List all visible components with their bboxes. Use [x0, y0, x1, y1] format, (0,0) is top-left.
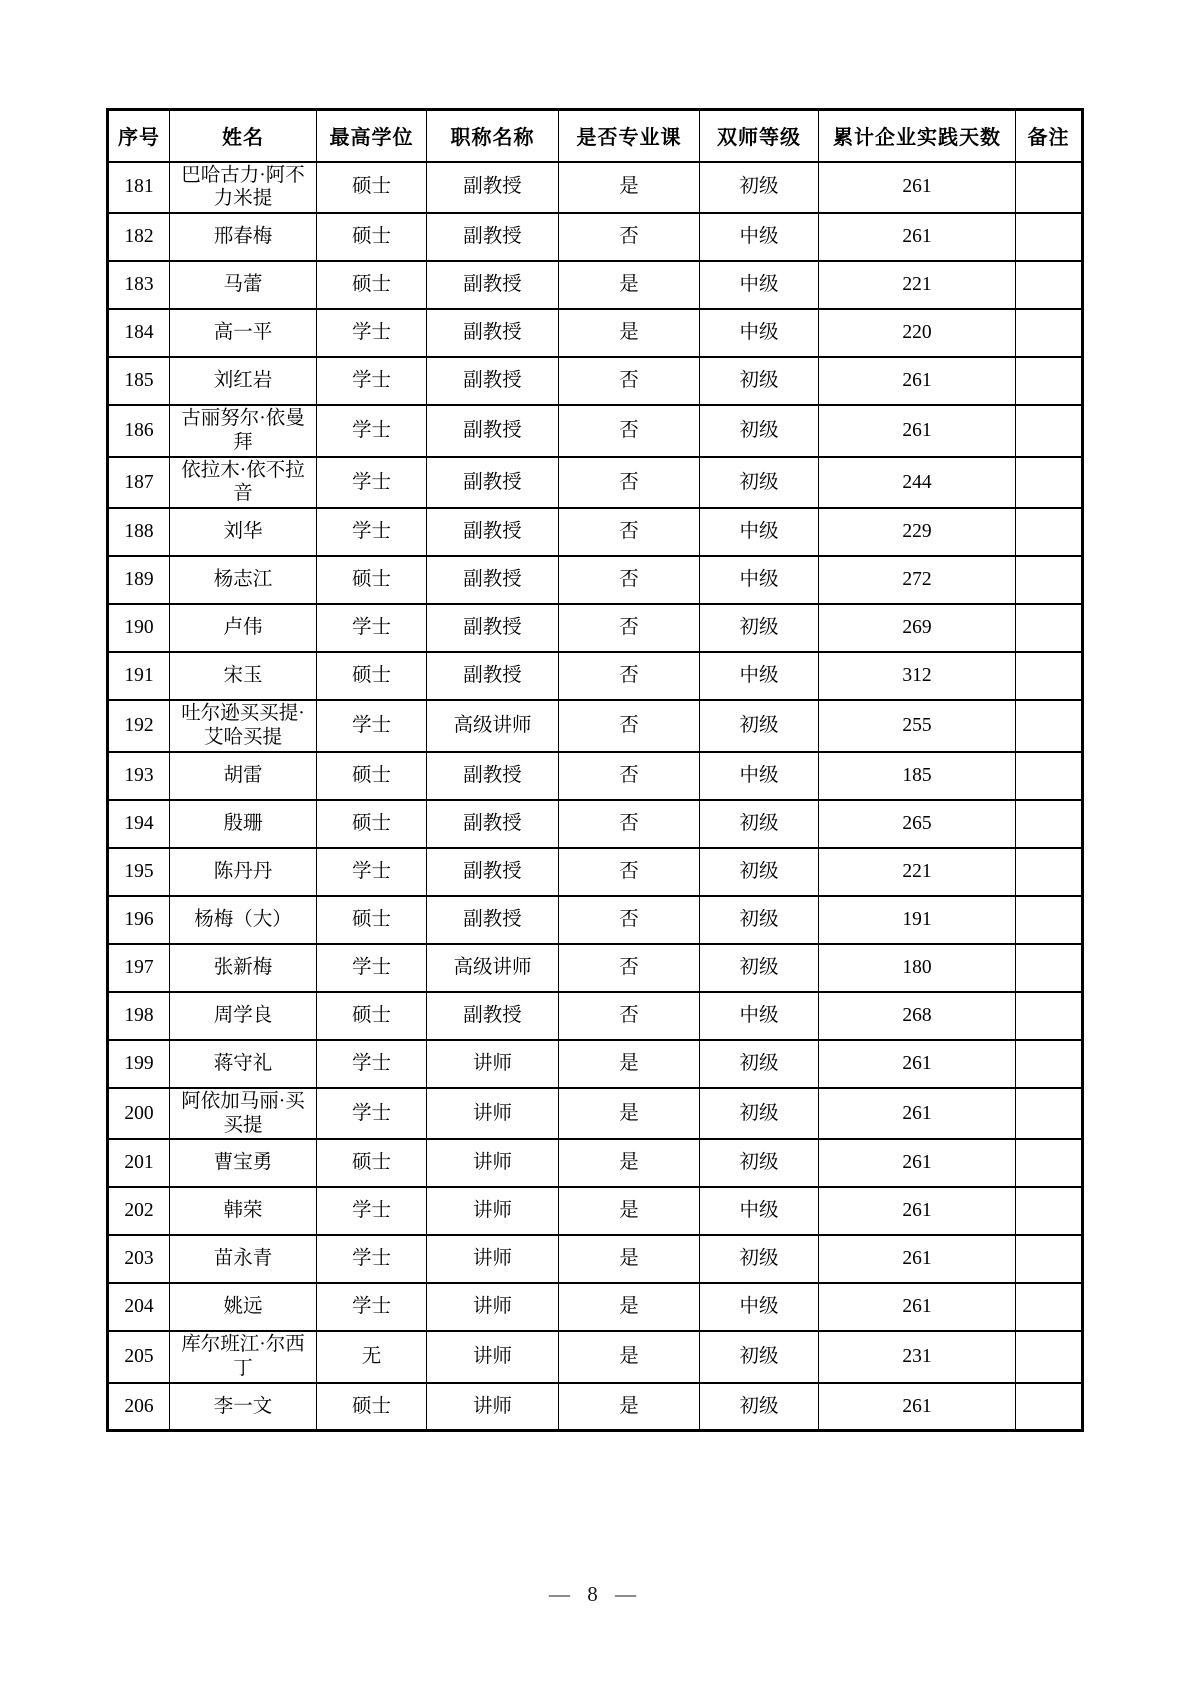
- cell-degree: 无: [317, 1331, 427, 1383]
- cell-is-major-course: 是: [559, 1235, 700, 1283]
- cell-dual-teacher-level: 初级: [700, 405, 819, 457]
- cell-title: 副教授: [427, 213, 559, 261]
- cell-practice-days: 268: [819, 992, 1016, 1040]
- cell-name: 胡雷: [170, 752, 317, 800]
- cell-dual-teacher-level: 中级: [700, 992, 819, 1040]
- cell-index: 193: [108, 752, 170, 800]
- cell-index: 196: [108, 896, 170, 944]
- cell-title: 副教授: [427, 162, 559, 214]
- cell-practice-days: 221: [819, 848, 1016, 896]
- cell-title: 讲师: [427, 1283, 559, 1331]
- cell-remarks: [1016, 1187, 1083, 1235]
- cell-practice-days: 261: [819, 1383, 1016, 1431]
- cell-dual-teacher-level: 初级: [700, 896, 819, 944]
- cell-practice-days: 269: [819, 604, 1016, 652]
- cell-degree: 硕士: [317, 556, 427, 604]
- cell-index: 190: [108, 604, 170, 652]
- cell-dual-teacher-level: 中级: [700, 1187, 819, 1235]
- cell-practice-days: 255: [819, 700, 1016, 752]
- cell-title: 讲师: [427, 1187, 559, 1235]
- cell-name: 杨志江: [170, 556, 317, 604]
- table-row: [108, 848, 1083, 896]
- cell-remarks: [1016, 162, 1083, 214]
- cell-practice-days: 244: [819, 457, 1016, 509]
- cell-title: 讲师: [427, 1331, 559, 1383]
- cell-degree: 硕士: [317, 261, 427, 309]
- cell-practice-days: 261: [819, 357, 1016, 405]
- cell-is-major-course: 否: [559, 752, 700, 800]
- cell-remarks: [1016, 1139, 1083, 1187]
- cell-degree: 学士: [317, 405, 427, 457]
- table-row: [108, 457, 1083, 509]
- cell-title: 讲师: [427, 1139, 559, 1187]
- cell-degree: 学士: [317, 700, 427, 752]
- cell-index: 199: [108, 1040, 170, 1088]
- cell-remarks: [1016, 700, 1083, 752]
- cell-name: 库尔班江·尔西丁: [170, 1331, 317, 1383]
- cell-name: 殷珊: [170, 800, 317, 848]
- table-row: [108, 405, 1083, 457]
- cell-title: 副教授: [427, 848, 559, 896]
- cell-practice-days: 261: [819, 1235, 1016, 1283]
- cell-is-major-course: 是: [559, 162, 700, 214]
- cell-degree: 硕士: [317, 752, 427, 800]
- cell-index: 204: [108, 1283, 170, 1331]
- cell-name: 吐尔逊买买提·艾哈买提: [170, 700, 317, 752]
- cell-is-major-course: 是: [559, 309, 700, 357]
- cell-remarks: [1016, 992, 1083, 1040]
- column-header-practice-days: 累计企业实践天数: [819, 110, 1016, 162]
- page-number: — 8 —: [549, 1582, 642, 1606]
- cell-degree: 硕士: [317, 652, 427, 700]
- cell-degree: 学士: [317, 457, 427, 509]
- cell-degree: 学士: [317, 1040, 427, 1088]
- cell-practice-days: 261: [819, 1088, 1016, 1140]
- cell-degree: 学士: [317, 944, 427, 992]
- cell-practice-days: 221: [819, 261, 1016, 309]
- cell-practice-days: 265: [819, 800, 1016, 848]
- cell-index: 184: [108, 309, 170, 357]
- table-row: [108, 508, 1083, 556]
- cell-title: 讲师: [427, 1088, 559, 1140]
- cell-index: 205: [108, 1331, 170, 1383]
- cell-title: 讲师: [427, 1235, 559, 1283]
- cell-name: 韩荣: [170, 1187, 317, 1235]
- teacher-practice-table: [106, 108, 1084, 1432]
- cell-practice-days: 261: [819, 213, 1016, 261]
- cell-degree: 硕士: [317, 1139, 427, 1187]
- cell-degree: 学士: [317, 1088, 427, 1140]
- cell-practice-days: 272: [819, 556, 1016, 604]
- table-row: [108, 1235, 1083, 1283]
- cell-title: 副教授: [427, 992, 559, 1040]
- cell-dual-teacher-level: 中级: [700, 261, 819, 309]
- cell-index: 200: [108, 1088, 170, 1140]
- cell-dual-teacher-level: 中级: [700, 752, 819, 800]
- table-body: [108, 162, 1083, 1431]
- cell-degree: 硕士: [317, 800, 427, 848]
- cell-index: 188: [108, 508, 170, 556]
- cell-dual-teacher-level: 初级: [700, 1235, 819, 1283]
- cell-remarks: [1016, 896, 1083, 944]
- cell-name: 刘华: [170, 508, 317, 556]
- table-row: [108, 357, 1083, 405]
- cell-name: 蒋守礼: [170, 1040, 317, 1088]
- cell-dual-teacher-level: 初级: [700, 457, 819, 509]
- cell-is-major-course: 是: [559, 1040, 700, 1088]
- cell-index: 189: [108, 556, 170, 604]
- cell-practice-days: 220: [819, 309, 1016, 357]
- cell-dual-teacher-level: 初级: [700, 1383, 819, 1431]
- cell-name: 周学良: [170, 992, 317, 1040]
- cell-name: 巴哈古力·阿不力米提: [170, 162, 317, 214]
- column-header-title: 职称名称: [427, 110, 559, 162]
- cell-name: 姚远: [170, 1283, 317, 1331]
- cell-is-major-course: 否: [559, 652, 700, 700]
- cell-remarks: [1016, 508, 1083, 556]
- cell-title: 副教授: [427, 896, 559, 944]
- cell-is-major-course: 否: [559, 800, 700, 848]
- cell-degree: 学士: [317, 1187, 427, 1235]
- cell-index: 194: [108, 800, 170, 848]
- cell-is-major-course: 是: [559, 1383, 700, 1431]
- cell-title: 副教授: [427, 508, 559, 556]
- table-row: [108, 800, 1083, 848]
- cell-remarks: [1016, 213, 1083, 261]
- table-row: [108, 162, 1083, 214]
- cell-remarks: [1016, 604, 1083, 652]
- cell-degree: 学士: [317, 1235, 427, 1283]
- table-row: [108, 1383, 1083, 1431]
- cell-title: 副教授: [427, 752, 559, 800]
- cell-remarks: [1016, 357, 1083, 405]
- cell-title: 讲师: [427, 1040, 559, 1088]
- cell-name: 高一平: [170, 309, 317, 357]
- cell-name: 依拉木·依不拉音: [170, 457, 317, 509]
- cell-remarks: [1016, 556, 1083, 604]
- cell-name: 宋玉: [170, 652, 317, 700]
- cell-practice-days: 261: [819, 1040, 1016, 1088]
- cell-dual-teacher-level: 初级: [700, 357, 819, 405]
- cell-index: 181: [108, 162, 170, 214]
- cell-practice-days: 261: [819, 162, 1016, 214]
- cell-index: 191: [108, 652, 170, 700]
- table-row: [108, 1283, 1083, 1331]
- cell-remarks: [1016, 1235, 1083, 1283]
- column-header-index: 序号: [108, 110, 170, 162]
- cell-practice-days: 185: [819, 752, 1016, 800]
- table-row: [108, 1088, 1083, 1140]
- cell-name: 古丽努尔·依曼拜: [170, 405, 317, 457]
- cell-index: 195: [108, 848, 170, 896]
- cell-dual-teacher-level: 初级: [700, 162, 819, 214]
- cell-degree: 硕士: [317, 213, 427, 261]
- table-header-row: [108, 110, 1083, 162]
- cell-index: 182: [108, 213, 170, 261]
- cell-practice-days: 191: [819, 896, 1016, 944]
- cell-is-major-course: 否: [559, 508, 700, 556]
- cell-is-major-course: 否: [559, 848, 700, 896]
- cell-degree: 学士: [317, 508, 427, 556]
- cell-practice-days: 261: [819, 1187, 1016, 1235]
- table-row: [108, 896, 1083, 944]
- cell-practice-days: 261: [819, 1139, 1016, 1187]
- cell-degree: 学士: [317, 604, 427, 652]
- cell-remarks: [1016, 457, 1083, 509]
- cell-is-major-course: 否: [559, 405, 700, 457]
- cell-title: 副教授: [427, 457, 559, 509]
- cell-remarks: [1016, 261, 1083, 309]
- cell-title: 高级讲师: [427, 944, 559, 992]
- cell-is-major-course: 否: [559, 213, 700, 261]
- cell-remarks: [1016, 1088, 1083, 1140]
- cell-dual-teacher-level: 中级: [700, 508, 819, 556]
- cell-name: 马蕾: [170, 261, 317, 309]
- cell-index: 185: [108, 357, 170, 405]
- table-row: [108, 752, 1083, 800]
- cell-title: 副教授: [427, 556, 559, 604]
- cell-dual-teacher-level: 初级: [700, 1331, 819, 1383]
- table-row: [108, 992, 1083, 1040]
- cell-remarks: [1016, 752, 1083, 800]
- table-row: [108, 213, 1083, 261]
- cell-is-major-course: 是: [559, 261, 700, 309]
- column-header-degree: 最高学位: [317, 110, 427, 162]
- cell-is-major-course: 否: [559, 457, 700, 509]
- cell-degree: 学士: [317, 1283, 427, 1331]
- cell-title: 副教授: [427, 405, 559, 457]
- cell-practice-days: 261: [819, 405, 1016, 457]
- cell-is-major-course: 否: [559, 896, 700, 944]
- cell-is-major-course: 否: [559, 992, 700, 1040]
- cell-remarks: [1016, 309, 1083, 357]
- cell-dual-teacher-level: 中级: [700, 213, 819, 261]
- cell-degree: 硕士: [317, 1383, 427, 1431]
- cell-name: 刘红岩: [170, 357, 317, 405]
- cell-is-major-course: 是: [559, 1331, 700, 1383]
- table-row: [108, 944, 1083, 992]
- table-row: [108, 700, 1083, 752]
- cell-name: 卢伟: [170, 604, 317, 652]
- cell-index: 186: [108, 405, 170, 457]
- cell-dual-teacher-level: 初级: [700, 1139, 819, 1187]
- cell-dual-teacher-level: 初级: [700, 1040, 819, 1088]
- cell-dual-teacher-level: 初级: [700, 848, 819, 896]
- cell-name: 张新梅: [170, 944, 317, 992]
- cell-dual-teacher-level: 中级: [700, 1283, 819, 1331]
- cell-index: 203: [108, 1235, 170, 1283]
- cell-title: 副教授: [427, 309, 559, 357]
- cell-is-major-course: 是: [559, 1283, 700, 1331]
- cell-dual-teacher-level: 初级: [700, 700, 819, 752]
- cell-remarks: [1016, 405, 1083, 457]
- cell-remarks: [1016, 944, 1083, 992]
- cell-name: 阿依加马丽·买买提: [170, 1088, 317, 1140]
- column-header-name: 姓名: [170, 110, 317, 162]
- cell-title: 副教授: [427, 357, 559, 405]
- cell-degree: 学士: [317, 848, 427, 896]
- cell-name: 陈丹丹: [170, 848, 317, 896]
- cell-practice-days: 229: [819, 508, 1016, 556]
- cell-dual-teacher-level: 中级: [700, 652, 819, 700]
- table-row: [108, 652, 1083, 700]
- cell-index: 202: [108, 1187, 170, 1235]
- cell-index: 201: [108, 1139, 170, 1187]
- cell-title: 副教授: [427, 604, 559, 652]
- cell-index: 206: [108, 1383, 170, 1431]
- cell-remarks: [1016, 848, 1083, 896]
- cell-remarks: [1016, 1040, 1083, 1088]
- cell-index: 183: [108, 261, 170, 309]
- cell-index: 197: [108, 944, 170, 992]
- cell-title: 副教授: [427, 261, 559, 309]
- cell-remarks: [1016, 1283, 1083, 1331]
- cell-dual-teacher-level: 中级: [700, 556, 819, 604]
- cell-dual-teacher-level: 初级: [700, 604, 819, 652]
- cell-is-major-course: 是: [559, 1088, 700, 1140]
- cell-practice-days: 261: [819, 1283, 1016, 1331]
- cell-dual-teacher-level: 初级: [700, 1088, 819, 1140]
- cell-name: 邢春梅: [170, 213, 317, 261]
- table-row: [108, 556, 1083, 604]
- cell-practice-days: 231: [819, 1331, 1016, 1383]
- cell-degree: 硕士: [317, 896, 427, 944]
- cell-is-major-course: 是: [559, 1139, 700, 1187]
- cell-is-major-course: 是: [559, 1187, 700, 1235]
- cell-name: 李一文: [170, 1383, 317, 1431]
- cell-is-major-course: 否: [559, 556, 700, 604]
- cell-name: 苗永青: [170, 1235, 317, 1283]
- cell-remarks: [1016, 1331, 1083, 1383]
- cell-is-major-course: 否: [559, 944, 700, 992]
- cell-title: 副教授: [427, 800, 559, 848]
- cell-practice-days: 180: [819, 944, 1016, 992]
- cell-degree: 学士: [317, 357, 427, 405]
- column-header-remarks: 备注: [1016, 110, 1083, 162]
- table-row: [108, 1187, 1083, 1235]
- table-row: [108, 1331, 1083, 1383]
- table-row: [108, 1139, 1083, 1187]
- cell-practice-days: 312: [819, 652, 1016, 700]
- cell-remarks: [1016, 800, 1083, 848]
- cell-degree: 硕士: [317, 992, 427, 1040]
- cell-dual-teacher-level: 初级: [700, 800, 819, 848]
- cell-is-major-course: 否: [559, 357, 700, 405]
- column-header-dual-teacher-level: 双师等级: [700, 110, 819, 162]
- cell-index: 187: [108, 457, 170, 509]
- cell-degree: 学士: [317, 309, 427, 357]
- cell-dual-teacher-level: 中级: [700, 309, 819, 357]
- cell-remarks: [1016, 1383, 1083, 1431]
- cell-index: 198: [108, 992, 170, 1040]
- cell-remarks: [1016, 652, 1083, 700]
- table-row: [108, 309, 1083, 357]
- cell-is-major-course: 否: [559, 604, 700, 652]
- cell-name: 曹宝勇: [170, 1139, 317, 1187]
- cell-title: 高级讲师: [427, 700, 559, 752]
- table-row: [108, 1040, 1083, 1088]
- column-header-is-major-course: 是否专业课: [559, 110, 700, 162]
- cell-index: 192: [108, 700, 170, 752]
- cell-title: 讲师: [427, 1383, 559, 1431]
- cell-name: 杨梅（大）: [170, 896, 317, 944]
- cell-dual-teacher-level: 初级: [700, 944, 819, 992]
- table-row: [108, 261, 1083, 309]
- table-row: [108, 604, 1083, 652]
- cell-title: 副教授: [427, 652, 559, 700]
- cell-degree: 硕士: [317, 162, 427, 214]
- cell-is-major-course: 否: [559, 700, 700, 752]
